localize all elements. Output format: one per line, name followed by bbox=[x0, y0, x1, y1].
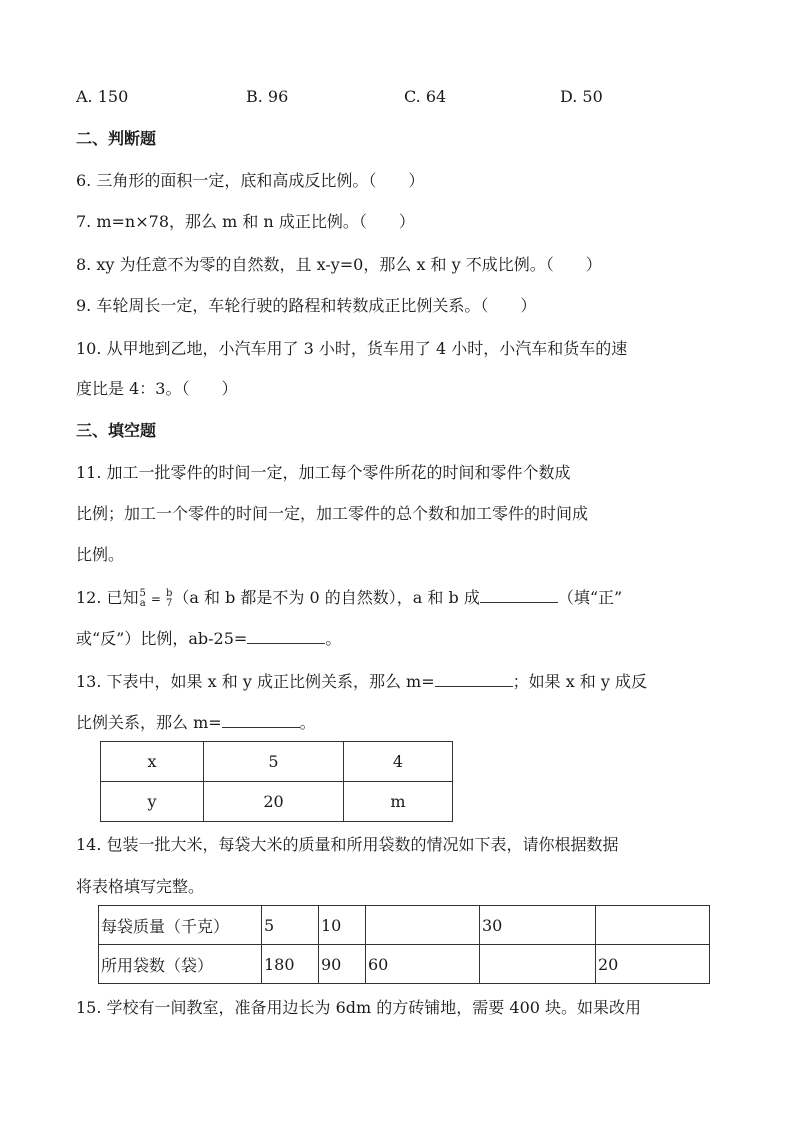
question-13-line2 bbox=[76, 711, 316, 734]
table-cell: m bbox=[344, 782, 453, 822]
q12-frac2-num: b bbox=[165, 587, 173, 599]
table-cell: 30 bbox=[480, 906, 596, 945]
table-cell: x bbox=[101, 742, 204, 782]
q12-blank-1[interactable] bbox=[480, 586, 558, 603]
table-cell: 4 bbox=[344, 742, 453, 782]
question-14-line2: 将表格填写完整。 bbox=[76, 877, 205, 896]
q13-line2-a: 比例关系，那么 m= bbox=[76, 713, 222, 732]
q13-line1-b: ；如果 x 和 y 成反 bbox=[512, 672, 648, 691]
question-11-line3: 比例。 bbox=[76, 545, 125, 564]
table-cell: 20 bbox=[204, 782, 344, 822]
q12-prefix: 12. 已知 bbox=[76, 588, 139, 607]
q12-mid: （a 和 b 都是不为 0 的自然数），a 和 b 成 bbox=[173, 588, 480, 607]
question-12-line1 bbox=[76, 586, 622, 610]
option-c: C. 64 bbox=[404, 87, 447, 106]
table-row bbox=[101, 742, 453, 782]
table-cell: 所用袋数（袋） bbox=[99, 945, 262, 984]
section-heading-judgment: 二、判断题 bbox=[76, 129, 157, 148]
table-cell: 5 bbox=[204, 742, 344, 782]
table-rice-bags bbox=[98, 905, 710, 984]
table-cell[interactable] bbox=[480, 945, 596, 984]
table-cell: y bbox=[101, 782, 204, 822]
table-cell: 5 bbox=[262, 906, 319, 945]
table-cell[interactable] bbox=[596, 906, 710, 945]
question-12-line2 bbox=[76, 627, 341, 650]
question-9: 9. 车轮周长一定，车轮行驶的路程和转数成正比例关系。（ ） bbox=[76, 296, 537, 315]
section-heading-fill: 三、填空题 bbox=[76, 421, 157, 440]
q12-equals: = bbox=[150, 591, 161, 606]
table-cell: 90 bbox=[319, 945, 366, 984]
table-row bbox=[101, 782, 453, 822]
option-d: D. 50 bbox=[560, 87, 603, 106]
question-11-line1: 11. 加工一批零件的时间一定，加工每个零件所花的时间和零件个数成 bbox=[76, 463, 571, 482]
q13-blank-2[interactable] bbox=[222, 711, 300, 728]
q12-fraction-1 bbox=[140, 589, 146, 609]
q12-line2-a: 或“反”）比例，ab-25= bbox=[76, 629, 248, 648]
table-cell: 20 bbox=[596, 945, 710, 984]
q13-line1-a: 13. 下表中，如果 x 和 y 成正比例关系，那么 m= bbox=[76, 672, 435, 691]
q12-blank-2[interactable] bbox=[247, 627, 325, 644]
table-row bbox=[99, 945, 710, 984]
question-10-line1: 10. 从甲地到乙地，小汽车用了 3 小时，货车用了 4 小时，小汽车和货车的速 bbox=[76, 339, 628, 358]
table-cell: 每袋质量（千克） bbox=[99, 906, 262, 945]
q12-frac1-den: a bbox=[139, 597, 146, 609]
question-6: 6. 三角形的面积一定，底和高成反比例。（ ） bbox=[76, 171, 425, 190]
question-10-line2: 度比是 4：3。（ ） bbox=[76, 379, 238, 398]
option-b: B. 96 bbox=[246, 87, 289, 106]
table-cell[interactable] bbox=[366, 906, 480, 945]
question-14-line1: 14. 包装一批大米，每袋大米的质量和所用袋数的情况如下表，请你根据数据 bbox=[76, 835, 619, 854]
q13-blank-1[interactable] bbox=[435, 670, 513, 687]
q12-frac1-num: 5 bbox=[139, 587, 146, 599]
q12-frac2-den: 7 bbox=[166, 597, 173, 609]
question-11-line2: 比例；加工一个零件的时间一定，加工零件的总个数和加工零件的时间成 bbox=[76, 504, 589, 523]
question-7: 7. m=n×78，那么 m 和 n 成正比例。（ ） bbox=[76, 212, 415, 231]
question-8: 8. xy 为任意不为零的自然数，且 x-y=0，那么 x 和 y 不成比例。（ ） bbox=[76, 255, 602, 274]
table-row bbox=[99, 906, 710, 945]
q12-fraction-2 bbox=[166, 589, 172, 609]
q12-end: （填“正” bbox=[557, 588, 623, 607]
table-x-y bbox=[100, 741, 453, 822]
q13-line2-b: 。 bbox=[299, 713, 316, 732]
q12-line2-b: 。 bbox=[325, 629, 342, 648]
table-cell: 60 bbox=[366, 945, 480, 984]
option-a: A. 150 bbox=[76, 87, 129, 106]
table-cell: 10 bbox=[319, 906, 366, 945]
question-15-line1: 15. 学校有一间教室，准备用边长为 6dm 的方砖铺地，需要 400 块。如果改用 bbox=[76, 998, 642, 1017]
question-13-line1 bbox=[76, 670, 647, 693]
table-cell: 180 bbox=[262, 945, 319, 984]
